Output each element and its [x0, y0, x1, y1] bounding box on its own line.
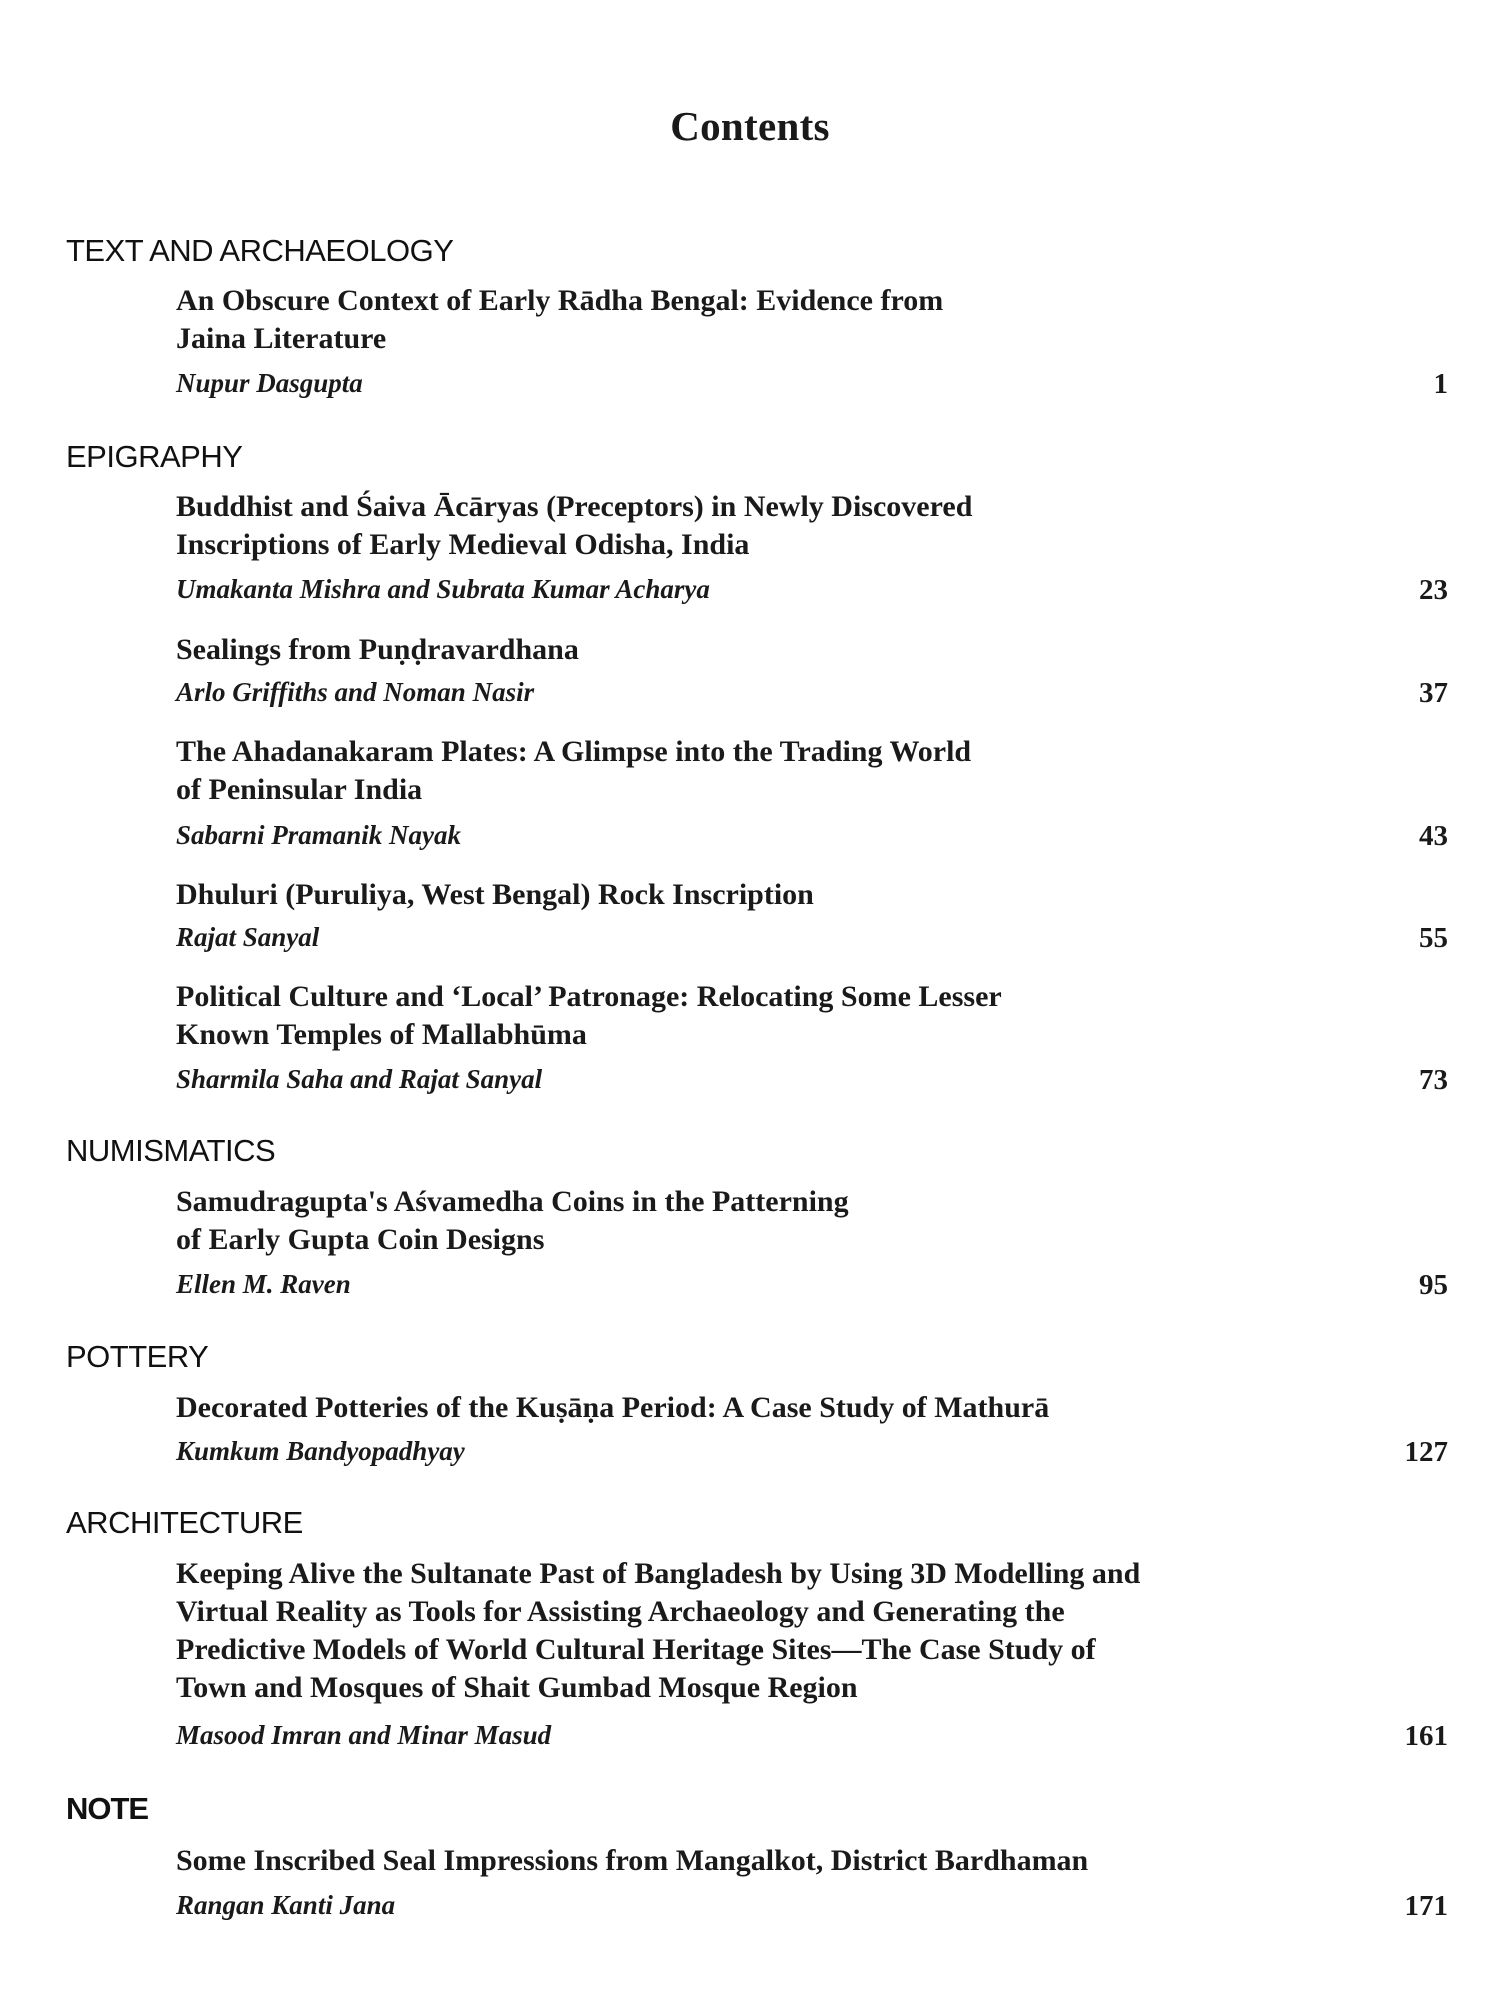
entry-title-line: Samudragupta's Aśvamedha Coins in the Patterning [176, 1185, 849, 1218]
entry-author: Kumkum Bandyopadhyay [176, 1436, 465, 1466]
entry-title-line: Predictive Models of World Cultural Heritage Sites—The Case Study of [176, 1633, 1096, 1666]
entry-page-number: 73 [1419, 1064, 1448, 1096]
entry-page-number: 161 [1404, 1720, 1448, 1752]
section-heading-architecture: ARCHITECTURE [66, 1505, 303, 1540]
entry-author: Arlo Griffiths and Noman Nasir [176, 677, 535, 707]
entry-title-line: Political Culture and ‘Local’ Patronage: Relocating Some Lesser [176, 980, 1002, 1013]
entry-author: Umakanta Mishra and Subrata Kumar Acharya [176, 574, 710, 604]
entry-title [176, 733, 1296, 809]
entry-title-line: Keeping Alive the Sultanate Past of Bangladesh by Using 3D Modelling and [176, 1557, 1141, 1590]
entry-title [176, 1389, 1296, 1427]
section-heading-epigraphy: EPIGRAPHY [66, 439, 243, 474]
entry-title-line: Virtual Reality as Tools for Assisting Archaeology and Generating the [176, 1595, 1065, 1628]
entry-page-number: 43 [1419, 820, 1448, 852]
section-heading-note: NOTE [66, 1791, 149, 1826]
entry-page-number: 37 [1419, 677, 1448, 709]
entry-title [176, 282, 1296, 358]
entry-title [176, 631, 1296, 669]
entry-author: Nupur Dasgupta [176, 368, 363, 398]
page-title: Contents [670, 103, 830, 149]
entry-title [176, 1183, 1296, 1259]
entry-author: Ellen M. Raven [176, 1269, 351, 1299]
entry-author: Sharmila Saha and Rajat Sanyal [176, 1064, 543, 1094]
entry-title-line: Dhuluri (Puruliya, West Bengal) Rock Inscription [176, 878, 814, 911]
entry-page-number: 23 [1419, 574, 1448, 606]
entry-title-line: Decorated Potteries of the Kuṣāṇa Period: A Case Study of Mathurā [176, 1391, 1050, 1424]
entry-title [176, 876, 1296, 914]
section-heading-text-and-archaeology: TEXT AND ARCHAEOLOGY [66, 233, 454, 268]
entry-title-line: Jaina Literature [176, 322, 387, 355]
entry-title-line: Town and Mosques of Shait Gumbad Mosque Region [176, 1671, 858, 1704]
entry-title-line: Some Inscribed Seal Impressions from Mangalkot, District Bardhaman [176, 1844, 1089, 1877]
entry-title [176, 488, 1296, 564]
section-heading-numismatics: NUMISMATICS [66, 1133, 276, 1168]
entry-title [176, 1842, 1296, 1880]
entry-page-number: 171 [1404, 1890, 1448, 1922]
entry-page-number: 55 [1419, 922, 1448, 954]
entry-author: Rajat Sanyal [176, 922, 320, 952]
entry-title-line: Buddhist and Śaiva Ācāryas (Preceptors) in Newly Discovered [176, 490, 973, 523]
entry-page-number: 1 [1433, 368, 1448, 400]
entry-title-line: Inscriptions of Early Medieval Odisha, India [176, 528, 750, 561]
entry-author: Rangan Kanti Jana [176, 1890, 396, 1920]
entry-title-line: Known Temples of Mallabhūma [176, 1018, 587, 1051]
entry-title-line: of Early Gupta Coin Designs [176, 1223, 545, 1256]
entry-title [176, 978, 1296, 1054]
entry-author: Sabarni Pramanik Nayak [176, 820, 462, 850]
entry-title-line: of Peninsular India [176, 773, 423, 806]
entry-title-line: An Obscure Context of Early Rādha Bengal: Evidence from [176, 284, 944, 317]
entry-title [176, 1555, 1296, 1707]
section-heading-pottery: POTTERY [66, 1339, 209, 1374]
entry-title-line: The Ahadanakaram Plates: A Glimpse into the Trading World [176, 735, 972, 768]
entry-title-line: Sealings from Puṇḍravardhana [176, 633, 579, 666]
entry-page-number: 95 [1419, 1269, 1448, 1301]
entry-page-number: 127 [1404, 1436, 1448, 1468]
entry-author: Masood Imran and Minar Masud [176, 1720, 552, 1750]
